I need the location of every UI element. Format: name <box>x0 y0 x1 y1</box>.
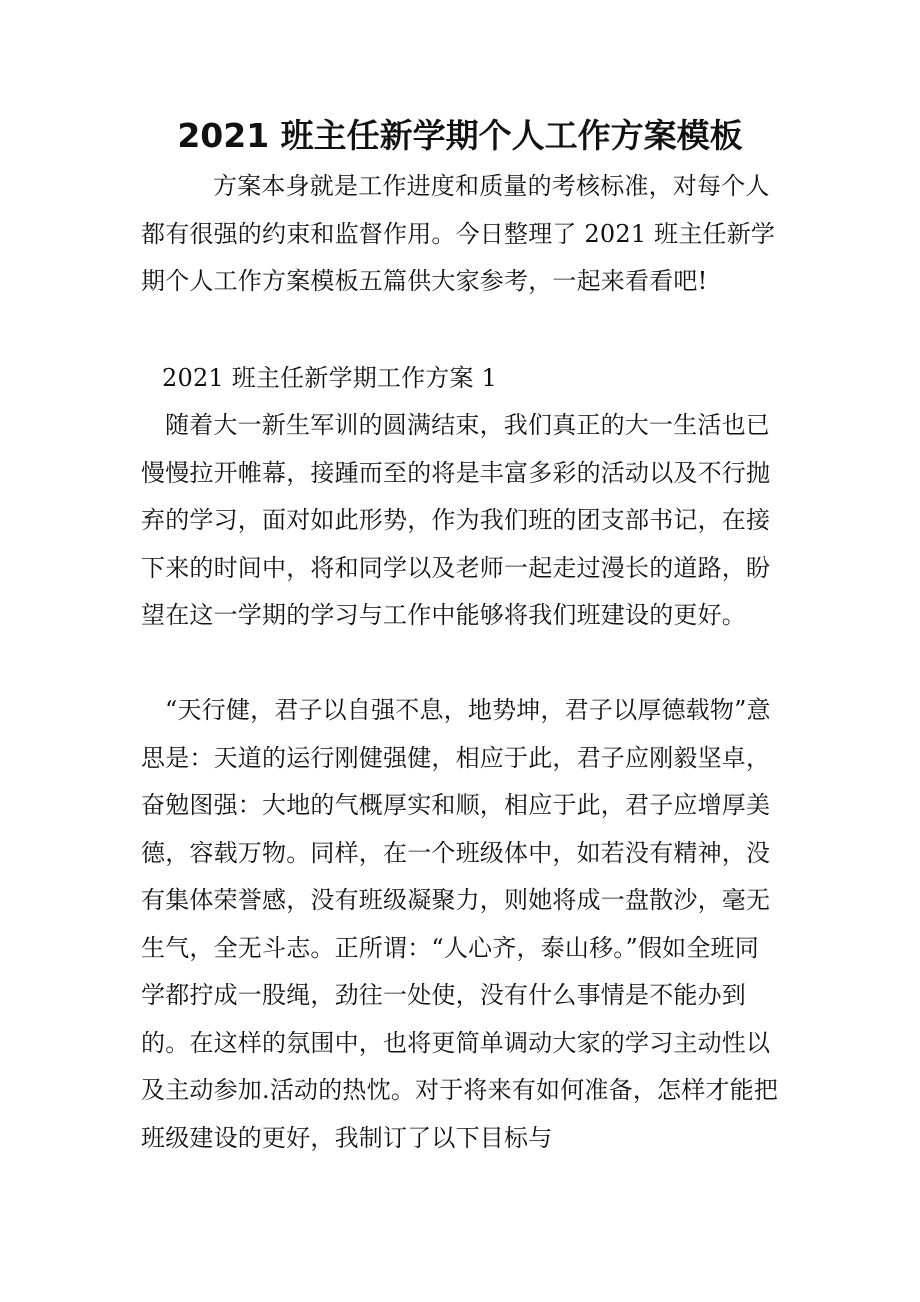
body-paragraph: 随着大一新生军训的圆满结束，我们真正的大一生活也已慢慢拉开帷幕，接踵而至的将是丰富多彩的活动以及不行抛弃的学习，面对如此形势，作为我们班的团支部书记，在接下来的时间中，将和同学以及老师一起走过漫长的道路，盼望在这一学期的学习与工作中能够将我们班建设的更好。 <box>141 411 771 629</box>
body-paragraph: “天行健，君子以自强不息，地势坤，君子以厚德载物”意思是：天道的运行刚健强健，相应于此，君子应刚毅坚卓，奋勉图强：大地的气概厚实和顺，相应于此，君子应增厚美德，容载万物。同样，在一个班级体中，如若没有精神，没有集体荣誉感，没有班级凝聚力，则她将成一盘散沙，毫无生气，全无斗志。正所谓：“人心齐，泰山移。”假如全班同学都拧成一股绳，劲往一处使，没有什么事情是不能办到的。在这样的氛围中，也将更简单调动大家的学习主动性以及主动参加.活动的热忱。对于将来有如何准备，怎样才能把班级建设的更好，我制订了以下目标与 <box>141 696 779 1152</box>
section-heading: 2021 班主任新学期工作方案 1 <box>162 364 498 392</box>
intro-paragraph: 方案本身就是工作进度和质量的考核标准，对每个人都有很强的约束和监督作用。今日整理了 2021 班主任新学期个人工作方案模板五篇供大家参考，一起来看看吧! <box>141 172 776 295</box>
document-title: 2021 班主任新学期个人工作方案模板 <box>177 116 743 155</box>
